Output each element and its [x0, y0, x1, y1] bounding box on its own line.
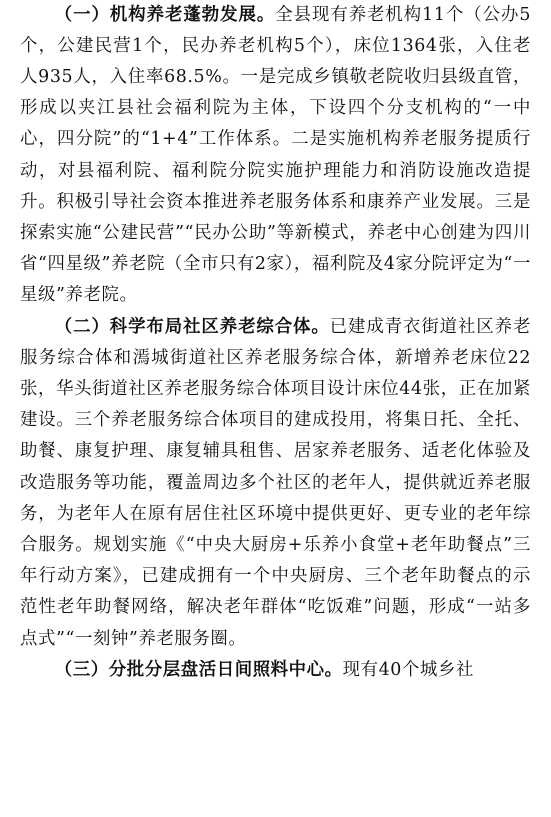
document-body [20, 0, 531, 686]
section-body-1: 全县现有养老机构11个（公办5个，公建民营1个，民办养老机构5个），床位1364张，入住老人935人，入住率68.5%。一是完成乡镇敬老院收归县级直管，形成以夹江县社会福利院为主体，下设四个分支机构的“一中心，四分院”的“1+4”工作体系。二是实施机构养老服务提质行动，对县福利院、福利院分院实施护理能力和消防设施改造提升。积极引导社会资本推进养老服务体系和康养产业发展。三是探索实施“公建民营”“民办公助”等新模式，养老中心创建为四川省“四星级”养老院（全市只有2家），福利院及4家分院评定为“一星级”养老院。 [20, 4, 532, 306]
section-heading-1: （一）机构养老蓬勃发展。 [54, 4, 276, 25]
section-paragraph-2 [20, 312, 531, 655]
section-heading-2: （二）科学布局社区养老综合体。 [54, 316, 330, 337]
section-body-3: 现有40个城乡社 [342, 659, 474, 680]
section-paragraph-1 [20, 0, 531, 312]
section-heading-3: （三）分批分层盘活日间照料中心。 [54, 659, 343, 680]
section-body-2: 已建成青衣街道社区养老服务综合体和漹城街道社区养老服务综合体，新增养老床位22张，华头街道社区养老服务综合体项目设计床位44张，正在加紧建设。三个养老服务综合体项目的建成投用，将集日托、全托、助餐、康复护理、康复辅具租售、居家养老服务、适老化体验及改造服务等功能，覆盖周边多个社区的老年人，提供就近养老服务，为老年人在原有居住社区环境中提供更好、更专业的老年综合服务。规划实施《“中央大厨房+乐养小食堂+老年助餐点”三年行动方案》，已建成拥有一个中央厨房、三个老年助餐点的示范性老年助餐网络，解决老年群体“吃饭难”问题，形成“一站多点式”“一刻钟”养老服务圈。 [20, 316, 531, 649]
section-paragraph-3 [20, 655, 531, 686]
